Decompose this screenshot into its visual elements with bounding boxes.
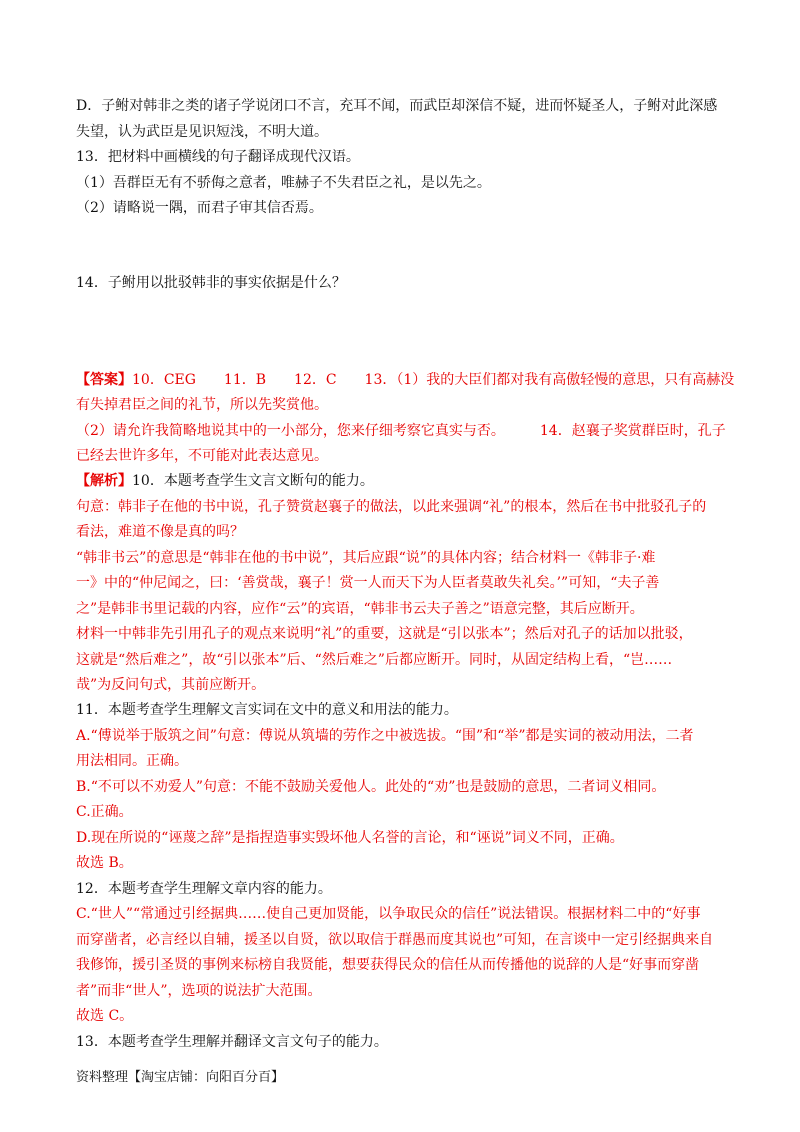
- analysis-line-05: 一》中的“仲尼闻之，曰：‘善赏哉，襄子！赏一人而天下为人臣者莫敢失礼矣。’”可知，“夫子善: [76, 575, 660, 591]
- page-footer: 资料整理【淘宝店铺：向阳百分百】: [76, 1070, 285, 1085]
- answer-line-2: 有失掉君臣之间的礼节，所以先奖赏他。: [76, 397, 328, 413]
- analysis-line-13: B.“不可以不劝爱人”句意：不能不鼓励关爱他人。此处的“劝”也是鼓励的意思，二者词义相同。: [76, 779, 666, 795]
- analysis-line-06: 之”是韩非书里记载的内容，应作“云”的宾语，“韩非书云夫子善之”语意完整，其后应断开。: [76, 601, 644, 617]
- question-13-title: 13．把材料中画横线的句子翻译成现代汉语。: [76, 149, 360, 165]
- analysis-line-09: 哉”为反问句式，其前应断开。: [76, 677, 266, 693]
- analysis-line-21: 者”而非“世人”，选项的说法扩大范围。: [76, 983, 322, 999]
- analysis-line-15: D.现在所说的“诬蔑之辞”是指捏造事实毁坏他人名誉的言论，和“诬说”词义不同，正确。: [76, 830, 624, 846]
- analysis-line-19: 而穿凿者，必言经以自辅，援圣以自贤，欲以取信于群愚而度其说也”可知，在言谈中一定引经据典来自: [76, 932, 714, 948]
- analysis-line-08: 这就是“然后难之”，故“引以张本”后、“然后难之”后都应断开。同时，从固定结构上看，“岂……: [76, 652, 673, 668]
- analysis-line-12: 用法相同。正确。: [76, 753, 188, 769]
- analysis-line-01: [76, 471, 736, 491]
- analysis-line-14: C.正确。: [76, 804, 133, 820]
- question-14-title: 14．子鲋用以批驳韩非的事实依据是什么？: [76, 275, 346, 291]
- analysis-line-10: 11．本题考查学生理解文言实词在文中的意义和用法的能力。: [76, 702, 458, 718]
- answer-line-3: （2）请允许我简略地说其中的一小部分，您来仔细考察它真实与否。 14．赵襄子奖赏群臣时，孔子: [76, 423, 726, 439]
- analysis-line-17: 12．本题考查学生理解文章内容的能力。: [76, 881, 332, 897]
- analysis-line-11: A.“傅说举于版筑之间”句意：傅说从筑墙的劳作之中被选拔。“围”和“举”都是实词的被动用法，二者: [76, 728, 694, 744]
- question-12-option-d-line-2: 失望，认为武臣是见识短浅，不明大道。: [76, 124, 328, 140]
- analysis-line-03: 看法，难道不像是真的吗？: [76, 524, 244, 540]
- analysis-line-04: “韩非书云”的意思是“韩非在他的书中说”，其后应跟“说”的具体内容；结合材料一《韩非子·难: [76, 550, 656, 566]
- question-12-option-d-line-1: D．子鲋对韩非之类的诸子学说闭口不言，充耳不闻，而武臣却深信不疑，进而怀疑圣人，子鲋对此深感: [76, 98, 718, 114]
- analysis-line-18: C.“世人”“常通过引经据典……使自己更加贤能，以争取民众的信任”说法错误。根据材料二中的“好事: [76, 906, 701, 922]
- analysis-line-20: 我修饰，援引圣贤的事例来标榜自我贤能，想要获得民众的信任从而传播他的说辞的人是“好事而穿凿: [76, 957, 700, 973]
- answer-line-1-text: 10．CEG 11．B 12．C 13．（1）我的大臣们都对我有高傲轻慢的意思，只有高赫没: [132, 372, 735, 388]
- answer-label: 【答案】: [76, 372, 132, 388]
- analysis-line-22: 故选 C。: [76, 1008, 134, 1024]
- analysis-line-16: 故选 B。: [76, 855, 133, 871]
- question-13-item-2: （2）请略说一隅，而君子审其信否焉。: [76, 200, 323, 216]
- analysis-line-07: 材料一中韩非先引用孔子的观点来说明“礼”的重要，这就是“引以张本”；然后对孔子的话加以批驳，: [76, 626, 693, 642]
- analysis-label: 【解析】: [76, 473, 132, 489]
- analysis-line-01-text: 10．本题考查学生文言文断句的能力。: [132, 473, 374, 489]
- answer-line-4: 已经去世许多年，不可能对此表达意见。: [76, 448, 328, 464]
- analysis-line-02: 句意：韩非子在他的书中说，孔子赞赏赵襄子的做法，以此来强调“礼”的根本，然后在书中批驳孔子的: [76, 499, 707, 515]
- analysis-line-23: 13．本题考查学生理解并翻译文言文句子的能力。: [76, 1034, 388, 1050]
- question-13-item-1: （1）吾群臣无有不骄侮之意者，唯赫子不失君臣之礼，是以先之。: [76, 175, 491, 191]
- answer-line-1: [76, 370, 736, 390]
